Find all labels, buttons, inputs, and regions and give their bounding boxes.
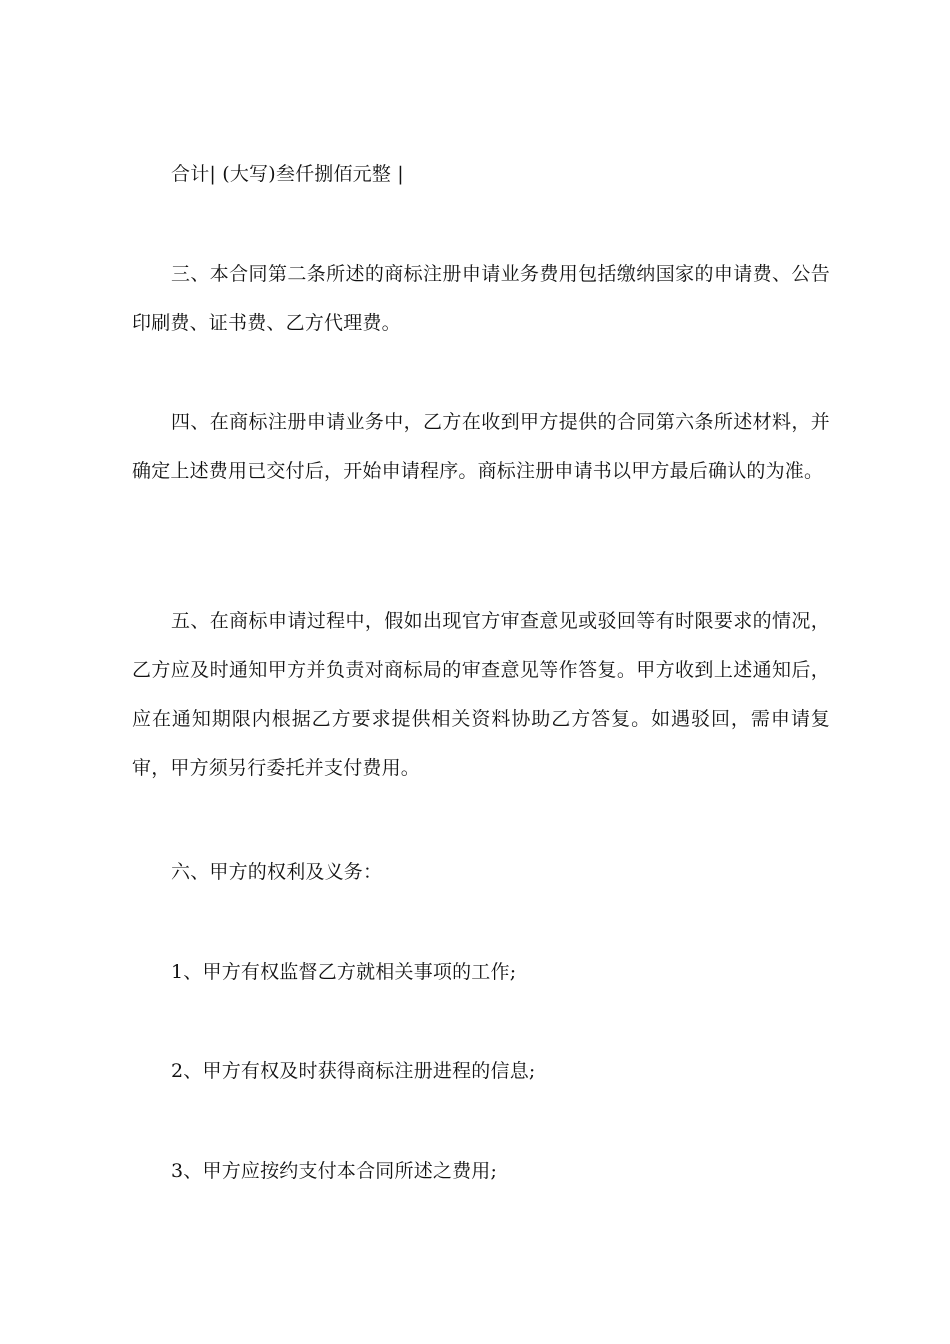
list-item-3: 3、甲方应按约支付本合同所述之费用; bbox=[171, 1160, 498, 1182]
list-item-2: 2、甲方有权及时获得商标注册进程的信息; bbox=[171, 1060, 536, 1082]
total-amount-line: 合计| (大写)叁仟捌佰元整 | bbox=[171, 163, 404, 185]
list-item-1: 1、甲方有权监督乙方就相关事项的工作; bbox=[171, 961, 517, 983]
clause-5-paragraph: 五、在商标申请过程中，假如出现官方审查意见或驳回等有时限要求的情况，乙方应及时通知甲方并负责对商标局的审查意见等作答复。甲方收到上述通知后，应在通知期限内根据乙方要求提供相关资料协助乙方答复。如遇驳回，需申请复审，甲方须另行委托并支付费用。 bbox=[132, 610, 830, 779]
clause-3-paragraph: 三、本合同第二条所述的商标注册申请业务费用包括缴纳国家的申请费、公告印刷费、证书费、乙方代理费。 bbox=[132, 263, 830, 334]
clause-4-paragraph: 四、在商标注册申请业务中，乙方在收到甲方提供的合同第六条所述材料，并确定上述费用已交付后，开始申请程序。商标注册申请书以甲方最后确认的为准。 bbox=[132, 411, 830, 482]
clause-6-heading: 六、甲方的权利及义务： bbox=[171, 861, 383, 883]
